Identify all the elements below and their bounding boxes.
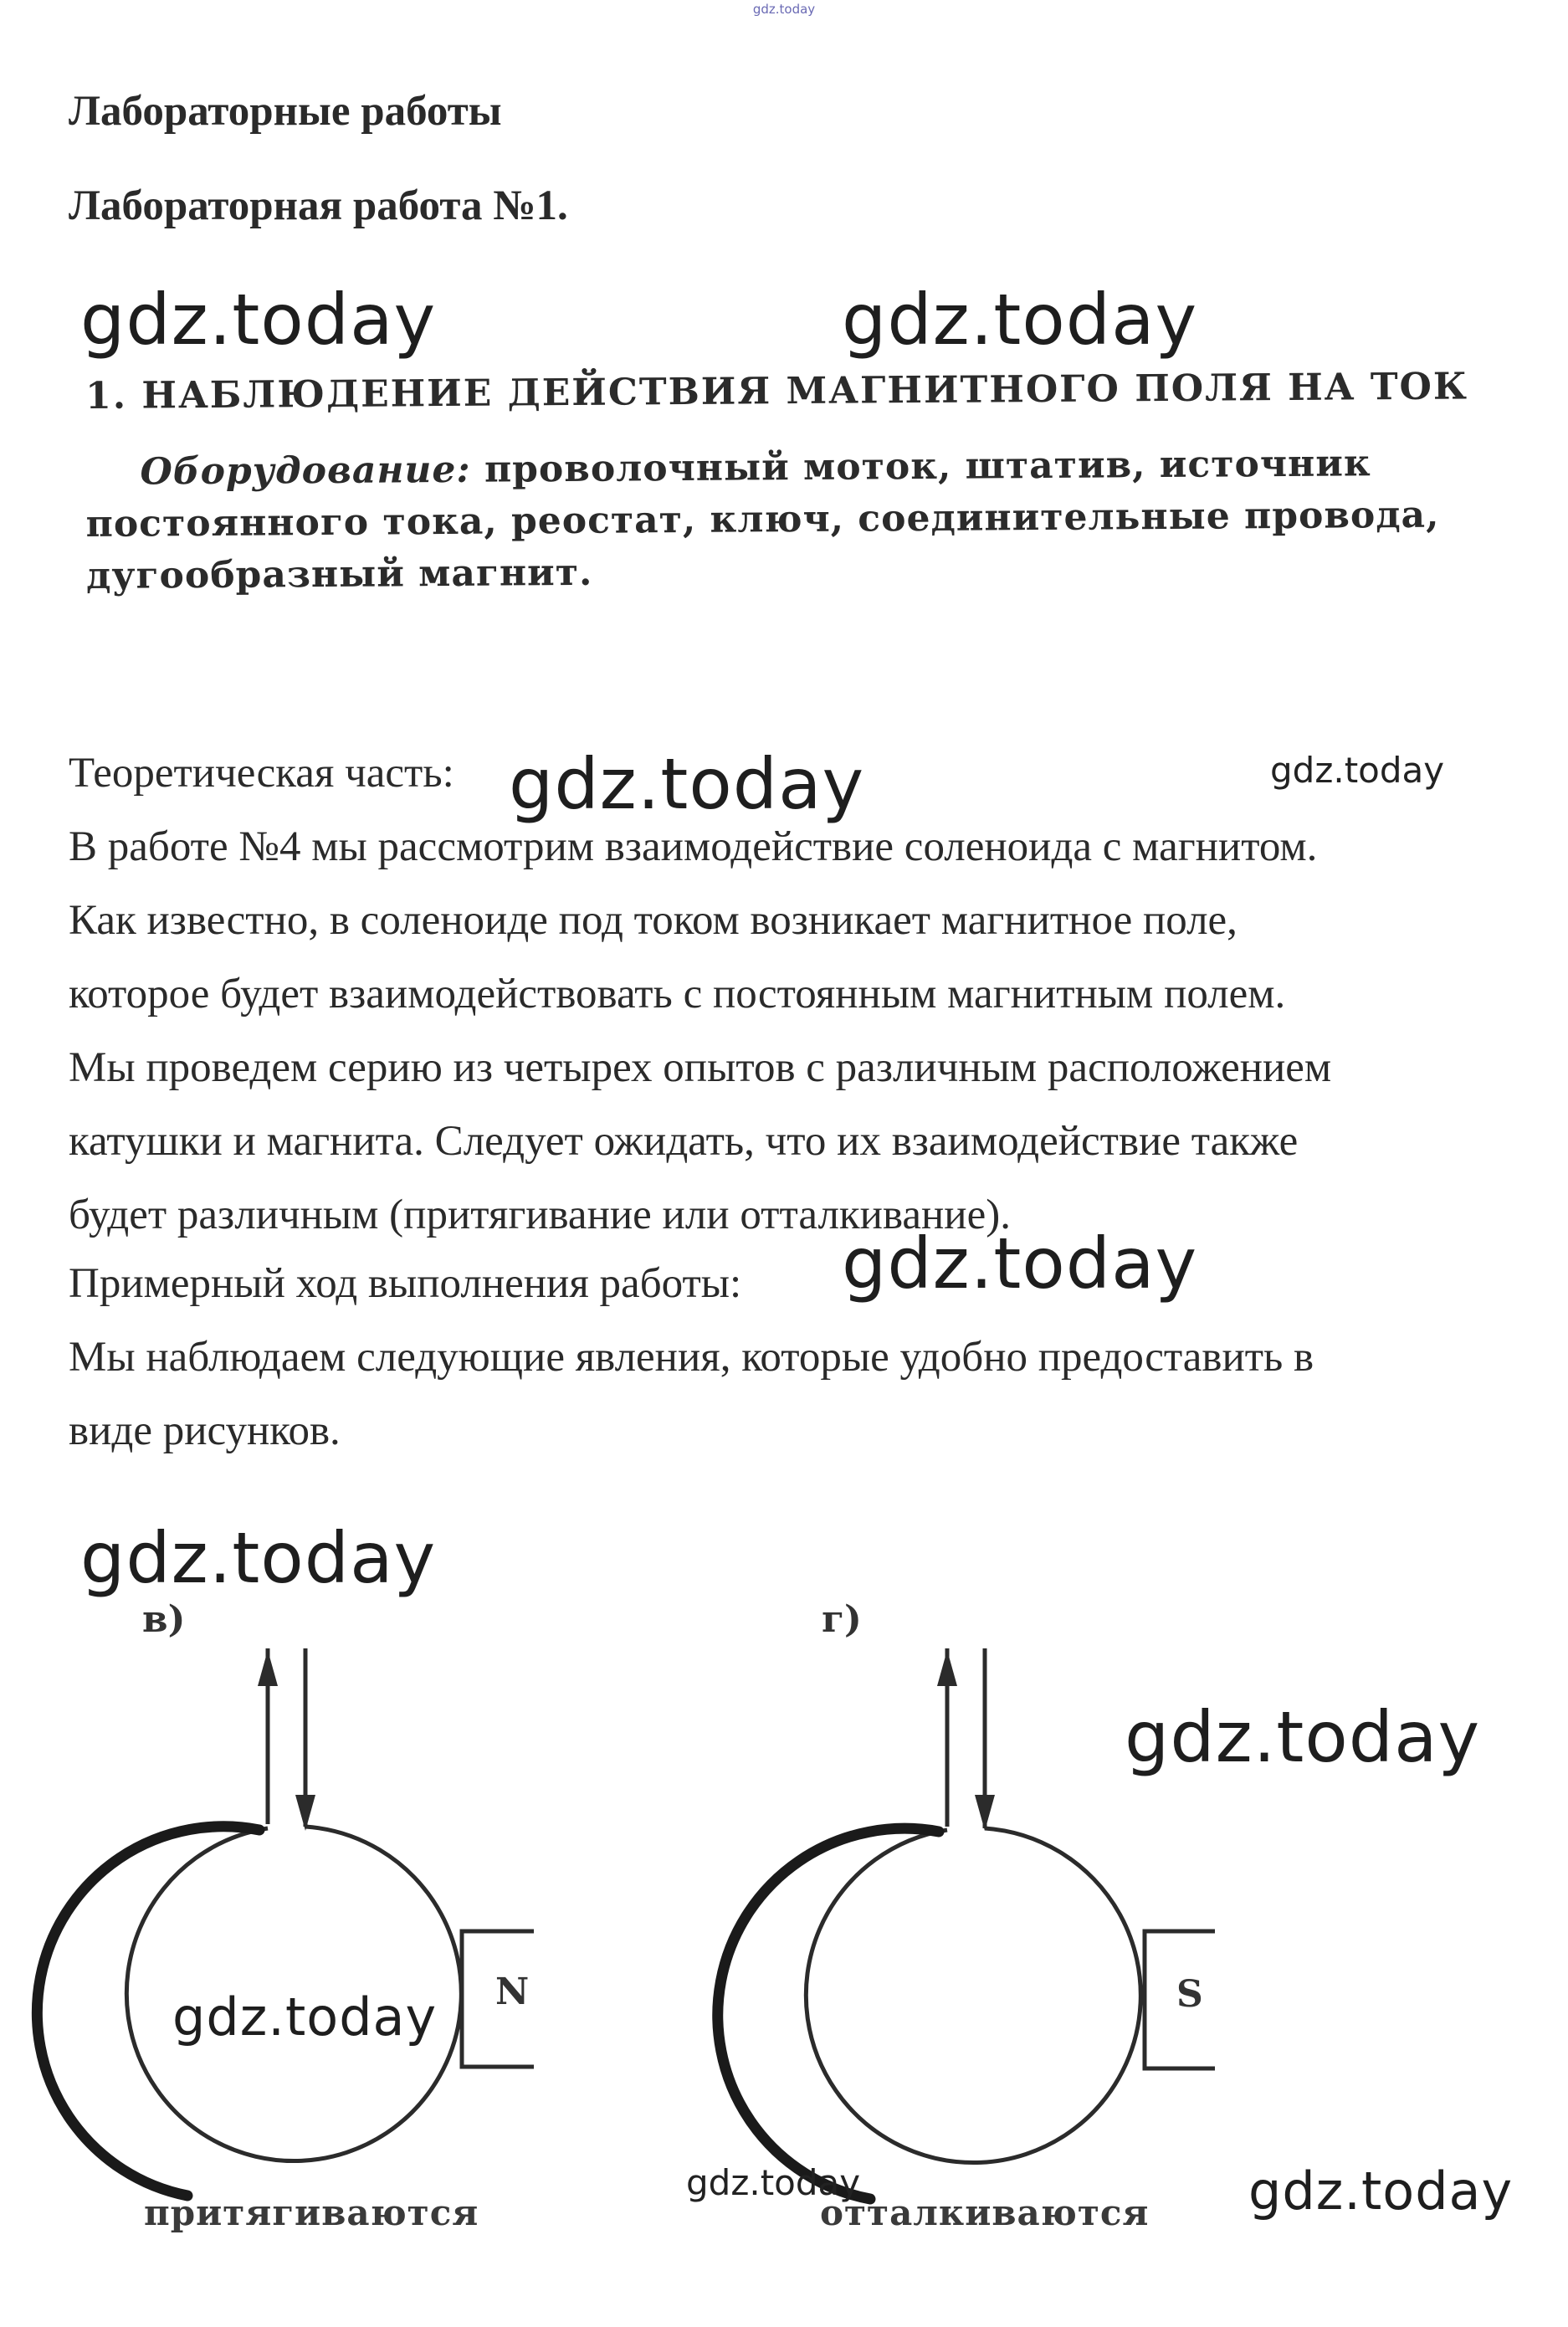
- watermark: gdz.today: [1270, 750, 1445, 791]
- scan-equipment: [85, 438, 1458, 602]
- scan-title: 1. НАБЛЮДЕНИЕ ДЕЙСТВИЯ МАГНИТНОГО ПОЛЯ НА ТОК: [85, 365, 1469, 418]
- theory-label: Теоретическая часть:: [69, 750, 454, 797]
- section-heading: Лабораторные работы: [69, 88, 502, 135]
- procedure-line: виде рисунков.: [69, 1407, 341, 1454]
- watermark: gdz.today: [509, 743, 865, 825]
- top-watermark: gdz.today: [752, 2, 816, 17]
- magnet-pole-label: N: [495, 1971, 530, 2013]
- magnet-pole-label: S: [1176, 1973, 1203, 2016]
- procedure-label: Примерный ход выполнения работы:: [69, 1260, 742, 1307]
- coil-thick-side: [718, 1828, 939, 2199]
- arrow-up-icon: [258, 1650, 278, 1686]
- figure-caption: притягиваются: [144, 2192, 479, 2233]
- work-heading: Лабораторная работа №1.: [69, 182, 568, 229]
- watermark: gdz.today: [80, 279, 437, 361]
- figure-v: [37, 1648, 534, 2196]
- theory-line: которое будет взаимодействовать с постоянным магнитным полем.: [69, 971, 1286, 1017]
- figure-letter: г): [822, 1598, 862, 1641]
- theory-line: В работе №4 мы рассмотрим взаимодействие соленоида с магнитом.: [69, 823, 1318, 870]
- watermark: gdz.today: [172, 1986, 438, 2048]
- watermark: gdz.today: [686, 2162, 861, 2203]
- theory-line: будет различным (притягивание или отталкивание).: [69, 1192, 1011, 1238]
- coil-circle: [806, 1828, 1140, 2163]
- watermark: gdz.today: [80, 1517, 437, 1599]
- theory-line: Мы проведем серию из четырех опытов с различным расположением: [69, 1044, 1332, 1091]
- arrow-down-icon: [975, 1795, 995, 1831]
- theory-line: катушки и магнита. Следует ожидать, что их взаимодействие также: [69, 1118, 1299, 1165]
- watermark: gdz.today: [1248, 2160, 1514, 2222]
- procedure-line: Мы наблюдаем следующие явления, которые удобно предоставить в: [69, 1334, 1314, 1381]
- watermark: gdz.today: [842, 1222, 1198, 1304]
- figure-caption: отталкиваются: [820, 2192, 1150, 2233]
- equipment-label: Оборудование:: [140, 448, 471, 494]
- figure-letter: в): [142, 1598, 186, 1641]
- watermark: gdz.today: [842, 279, 1198, 361]
- equipment-text: проволочный моток, штатив, источник постоянного тока, реостат, ключ, соединительные провода, дугообразный магнит.: [85, 442, 1440, 597]
- procedure-section: [69, 1247, 1541, 1468]
- arrow-up-icon: [937, 1650, 957, 1686]
- watermark: gdz.today: [1125, 1696, 1481, 1778]
- theory-line: Как известно, в соленоиде под током возникает магнитное поле,: [69, 897, 1237, 944]
